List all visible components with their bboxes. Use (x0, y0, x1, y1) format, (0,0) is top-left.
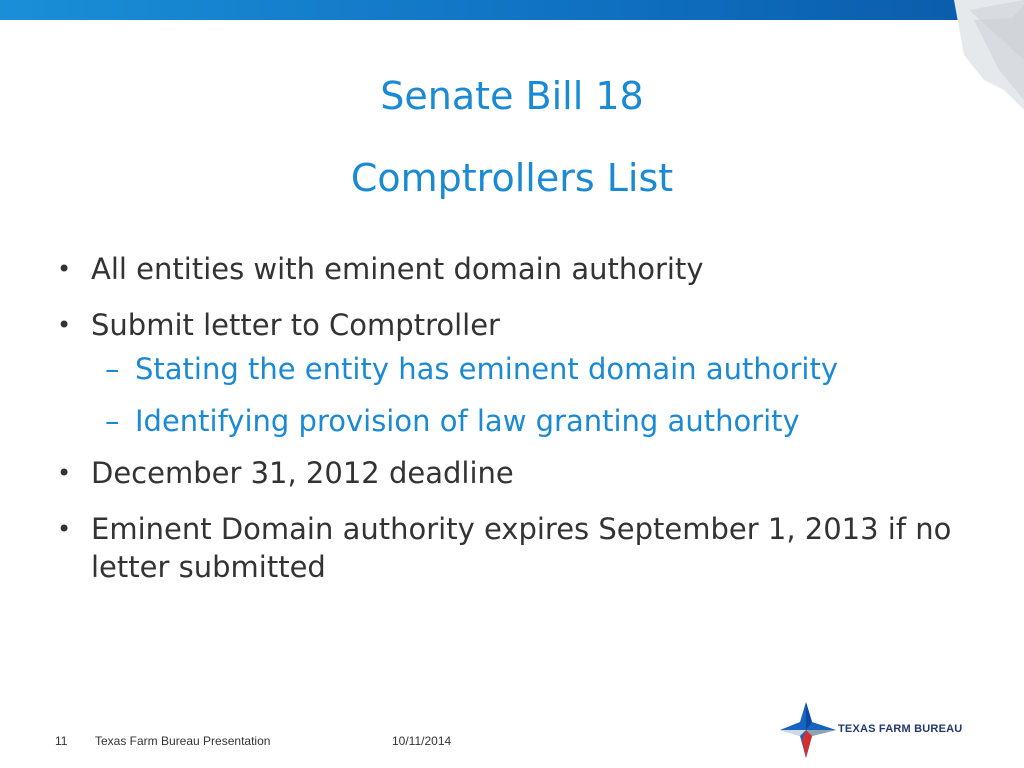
title-line-1: Senate Bill 18 (380, 74, 644, 118)
title-line-2: Comptrollers List (350, 156, 674, 200)
bullet-item (55, 454, 985, 492)
footer-date: 10/11/2014 (392, 734, 452, 748)
sub-bullet-text: Stating the entity has eminent domain authority (135, 352, 838, 386)
bullet-text: Eminent Domain authority expires September 1, 2013 if no letter submitted (91, 512, 952, 584)
slide-title (0, 70, 1024, 204)
sub-bullet-item (55, 402, 985, 440)
sub-bullet-item (55, 350, 985, 388)
dash-glyph: – (105, 404, 120, 438)
top-color-band (0, 0, 1024, 20)
footer-presentation-name: Texas Farm Bureau Presentation (95, 734, 271, 748)
bullet-text: Submit letter to Comptroller (91, 308, 500, 342)
dash-glyph: – (105, 352, 120, 386)
bullet-text: All entities with eminent domain authority (91, 252, 704, 286)
bullet-glyph: • (57, 515, 72, 543)
bullet-item (55, 306, 985, 344)
bullet-item (55, 510, 985, 586)
bullet-glyph: • (57, 311, 72, 339)
bullet-item (55, 250, 985, 288)
sub-bullet-text: Identifying provision of law granting authority (135, 404, 800, 438)
bullet-list (55, 250, 985, 604)
texas-farm-bureau-logo (778, 700, 968, 760)
bullet-glyph: • (57, 459, 72, 487)
star-logo-icon (778, 700, 838, 760)
sub-bullet-list (55, 350, 985, 440)
logo-wordmark: TEXAS FARM BUREAU (838, 723, 963, 735)
bullet-glyph: • (57, 255, 72, 283)
slide-number: 11 (55, 734, 68, 748)
bullet-text: December 31, 2012 deadline (91, 456, 514, 490)
